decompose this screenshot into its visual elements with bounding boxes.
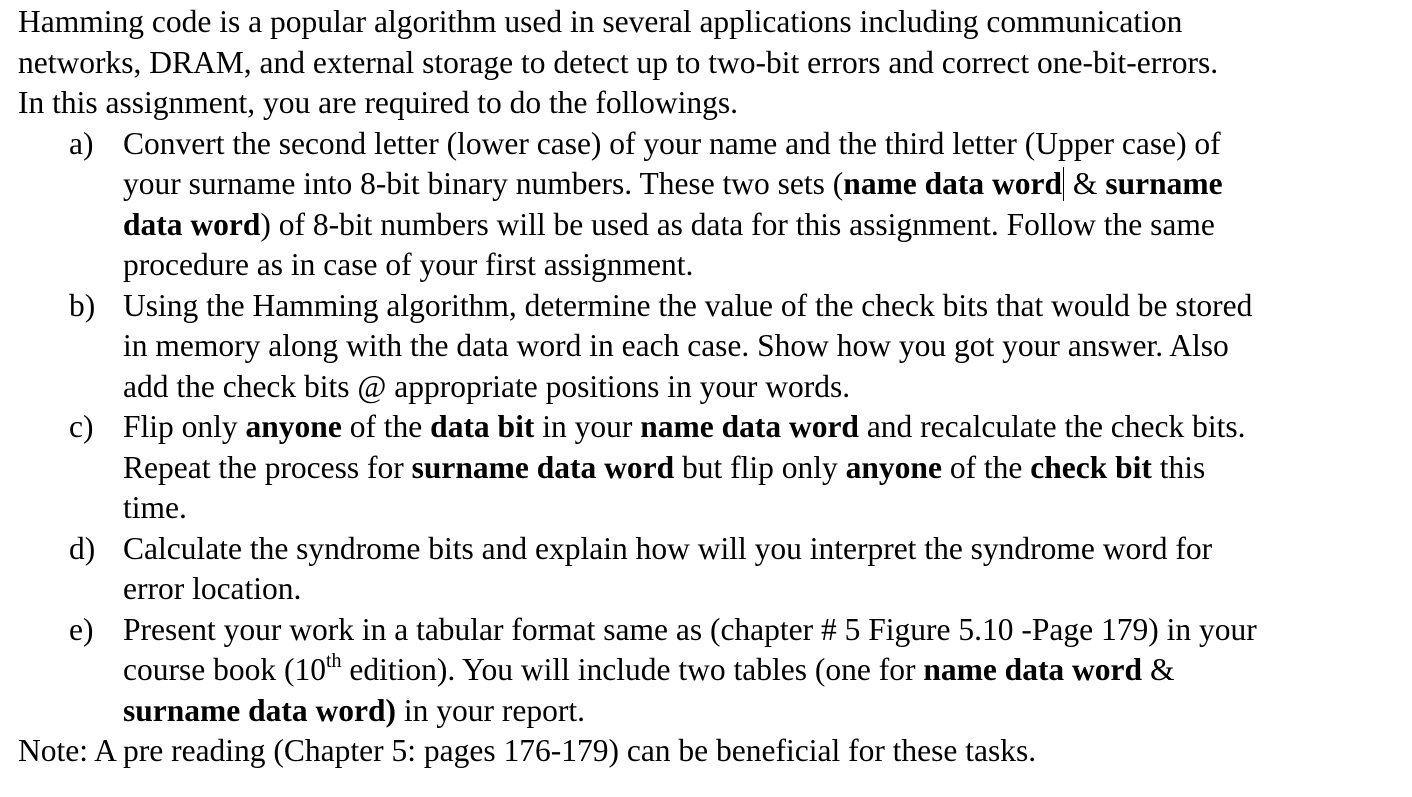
task-line: add the check bits @ appropriate positions in your words. xyxy=(123,368,851,404)
intro-line: networks, DRAM, and external storage to detect up to two-bit errors and correct one-bit-errors. xyxy=(18,44,1219,80)
text-cursor xyxy=(1063,167,1064,201)
task-line xyxy=(123,205,1412,246)
text-run: but flip only xyxy=(674,449,846,485)
task-line: Calculate the syndrome bits and explain how will you interpret the syndrome word for xyxy=(123,530,1213,566)
task-line: procedure as in case of your first assignment. xyxy=(123,247,694,282)
text-run: course book (10 xyxy=(123,652,326,687)
task-line: Present your work in a tabular format same as (chapter # 5 Figure 5.10 -Page 179) in your xyxy=(123,611,1257,647)
bold-term: surname data word) xyxy=(123,692,396,728)
task-marker: b) xyxy=(69,287,96,323)
bold-term: anyone xyxy=(245,409,342,444)
bold-term: data bit xyxy=(430,409,535,444)
task-line xyxy=(123,448,1412,489)
text-run: & xyxy=(1142,652,1175,687)
text-run: of the xyxy=(941,449,1031,485)
task-line xyxy=(123,164,1412,205)
text-run: and recalculate the check bits. xyxy=(858,409,1246,444)
text-run: edition). You will include two tables (one for xyxy=(341,652,924,687)
task-line: in memory along with the data word in each case. Show how you got your answer. Also xyxy=(123,328,1229,363)
task-e xyxy=(18,610,1412,732)
text-run: in your xyxy=(534,409,641,444)
task-line xyxy=(123,650,1412,691)
text-run: in your report. xyxy=(396,692,585,728)
task-line: Using the Hamming algorithm, determine the value of the check bits that would be stored xyxy=(123,287,1253,323)
text-run: your surname into 8-bit binary numbers. These two sets ( xyxy=(123,166,844,201)
superscript: th xyxy=(325,649,342,672)
intro-paragraph xyxy=(18,2,1412,124)
task-d xyxy=(18,529,1412,610)
task-marker: c) xyxy=(69,409,94,444)
task-line: time. xyxy=(123,490,187,525)
task-line: Convert the second letter (lower case) of your name and the third letter (Upper case) of xyxy=(123,125,1221,161)
text-run: ) of 8-bit numbers will be used as data for this assignment. Follow the same xyxy=(260,206,1215,242)
text-run: Repeat the process for xyxy=(123,449,412,485)
task-b xyxy=(18,286,1412,408)
task-line: error location. xyxy=(123,571,302,606)
intro-line: In this assignment, you are required to do the followings. xyxy=(18,85,738,120)
bold-term: surname data word xyxy=(411,449,675,485)
text-run: & xyxy=(1065,166,1106,201)
bold-term: anyone xyxy=(845,449,942,485)
text-run: Flip only xyxy=(123,409,246,444)
task-marker: a) xyxy=(69,125,94,161)
task-a xyxy=(18,124,1412,286)
task-marker: d) xyxy=(69,530,96,566)
bold-term: name data word xyxy=(923,652,1143,687)
text-run: this xyxy=(1151,449,1206,485)
bold-term: name data word xyxy=(640,409,859,444)
bold-term: surname xyxy=(1105,166,1223,201)
task-line xyxy=(123,691,1412,732)
task-marker: e) xyxy=(69,611,94,647)
task-c xyxy=(18,407,1412,529)
bold-term: name data word xyxy=(843,166,1063,201)
assignment-document xyxy=(18,2,1412,772)
intro-line: Hamming code is a popular algorithm used in several applications including communication xyxy=(18,4,1183,39)
task-line xyxy=(123,407,1412,448)
note-line: Note: A pre reading (Chapter 5: pages 176-179) can be beneficial for these tasks. xyxy=(18,733,1037,768)
bold-term: check bit xyxy=(1030,449,1152,485)
text-run: of the xyxy=(341,409,431,444)
bold-term: data word xyxy=(123,206,261,242)
task-list xyxy=(18,124,1412,732)
